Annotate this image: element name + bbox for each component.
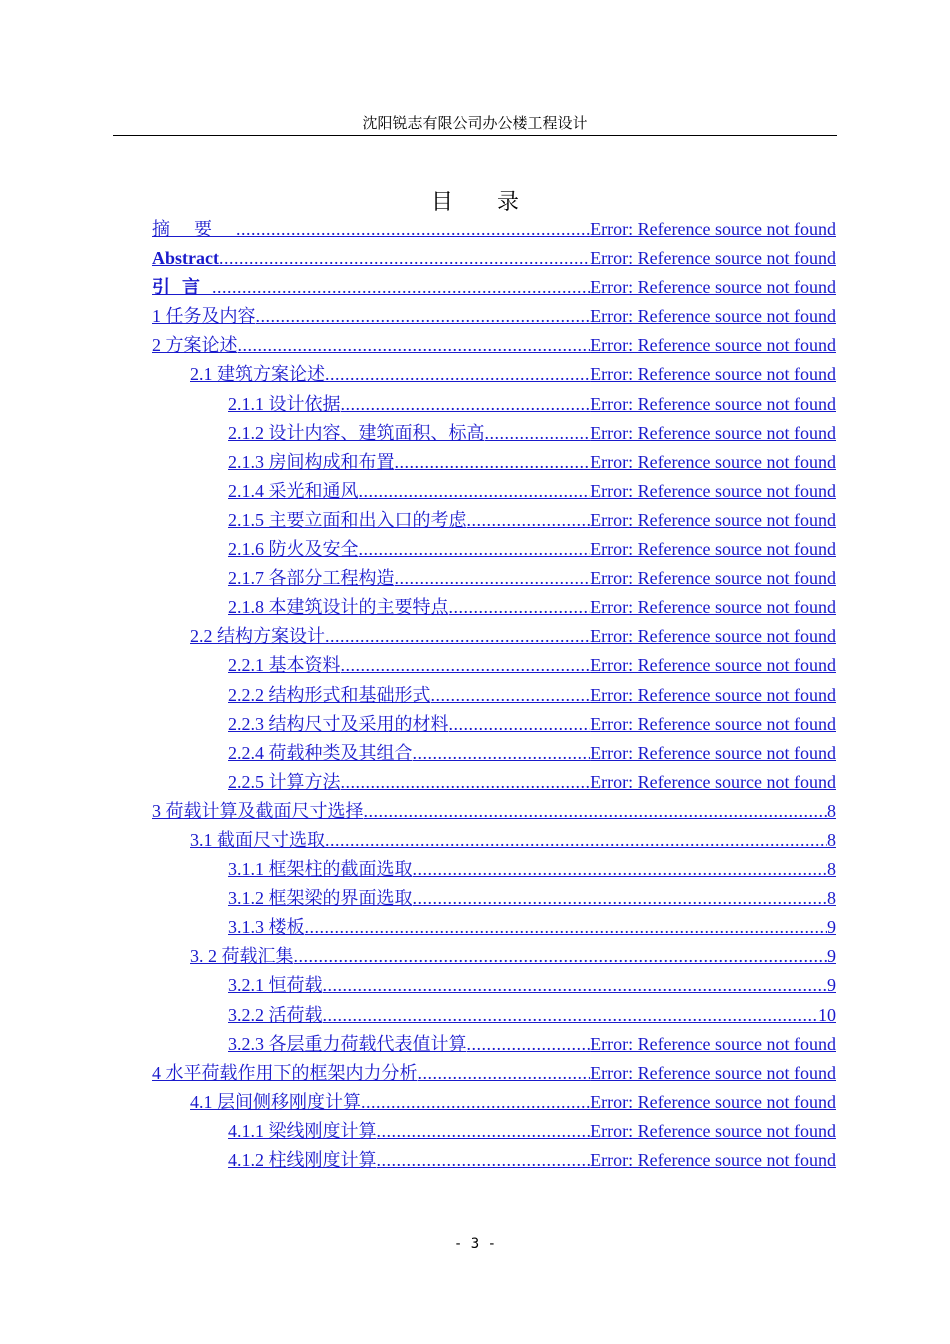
toc-entry-page: 9 bbox=[827, 975, 836, 996]
toc-entry-label: 2.1.1 设计依据 bbox=[228, 393, 341, 414]
toc-leader-dots bbox=[377, 1117, 591, 1146]
toc-leader-dots bbox=[395, 564, 591, 593]
toc-entry-label: 2.2.5 计算方法 bbox=[228, 771, 341, 792]
toc-leader-dots bbox=[359, 477, 591, 506]
toc-entry-label: 2.1.3 房间构成和布置 bbox=[228, 451, 395, 472]
toc-entry-page: Error: Reference source not found bbox=[590, 539, 836, 560]
toc-entry-label: 2.1.7 各部分工程构造 bbox=[228, 568, 395, 589]
toc-entry-page: Error: Reference source not found bbox=[590, 1150, 836, 1170]
toc-leader-dots bbox=[359, 535, 591, 564]
toc-entry[interactable] bbox=[152, 535, 836, 564]
toc-entry[interactable] bbox=[152, 331, 836, 360]
toc-entry-label: 2.2.3 结构尺寸及采用的材料 bbox=[228, 713, 449, 734]
toc-entry[interactable] bbox=[152, 273, 836, 302]
toc-entry[interactable] bbox=[152, 622, 836, 651]
toc-leader-dots bbox=[413, 739, 591, 768]
toc-entry-page: 8 bbox=[827, 888, 836, 909]
toc-entry[interactable] bbox=[152, 681, 836, 710]
toc-entry[interactable] bbox=[152, 477, 836, 506]
table-of-contents bbox=[152, 215, 836, 1175]
toc-entry-label: 2.1.6 防火及安全 bbox=[228, 539, 359, 560]
toc-leader-dots bbox=[323, 1001, 819, 1030]
toc-entry[interactable] bbox=[152, 1088, 836, 1117]
toc-entry-page: Error: Reference source not found bbox=[590, 335, 836, 356]
toc-entry-page: 9 bbox=[827, 917, 836, 938]
toc-entry-page: Error: Reference source not found bbox=[590, 219, 836, 239]
toc-title: 目录 bbox=[430, 189, 563, 214]
toc-leader-dots bbox=[361, 1088, 590, 1117]
page-number: - 3 - bbox=[453, 1236, 497, 1252]
header-title: 沈阳锐志有限公司办公楼工程设计 bbox=[362, 116, 588, 132]
toc-entry-label: 3.1.3 楼板 bbox=[228, 917, 305, 938]
toc-entry[interactable] bbox=[152, 390, 836, 419]
toc-leader-dots bbox=[325, 360, 590, 389]
toc-entry-page: 10 bbox=[818, 1004, 836, 1025]
toc-leader-dots bbox=[325, 826, 827, 855]
toc-entry-page: Error: Reference source not found bbox=[590, 509, 836, 530]
toc-leader-dots bbox=[449, 710, 591, 739]
toc-entry-page: Error: Reference source not found bbox=[590, 626, 836, 647]
toc-entry[interactable] bbox=[152, 739, 836, 768]
toc-leader-dots bbox=[418, 1059, 591, 1088]
toc-leader-dots bbox=[212, 273, 590, 302]
toc-entry[interactable] bbox=[152, 942, 836, 971]
toc-entry-page: Error: Reference source not found bbox=[590, 277, 836, 298]
toc-entry[interactable] bbox=[152, 651, 836, 680]
toc-entry[interactable] bbox=[152, 1030, 836, 1059]
toc-leader-dots bbox=[485, 419, 591, 448]
toc-entry-page: Error: Reference source not found bbox=[590, 306, 836, 327]
toc-leader-dots bbox=[219, 244, 590, 273]
toc-entry-label: 2.1 建筑方案论述 bbox=[190, 364, 325, 385]
toc-entry-label: 2 方案论述 bbox=[152, 335, 238, 356]
toc-entry-label: 2.2.2 结构形式和基础形式 bbox=[228, 684, 431, 705]
toc-leader-dots bbox=[341, 651, 591, 680]
toc-leader-dots bbox=[305, 913, 828, 942]
toc-leader-dots bbox=[341, 390, 591, 419]
toc-entry-label: 2.1.2 设计内容、建筑面积、标高 bbox=[228, 422, 485, 443]
toc-entry-label: 3.1.1 框架柱的截面选取 bbox=[228, 859, 413, 880]
toc-entry-label: 2.1.4 采光和通风 bbox=[228, 480, 359, 501]
toc-entry-page: 8 bbox=[827, 829, 836, 850]
toc-entry[interactable] bbox=[152, 913, 836, 942]
toc-entry-label: 引言 bbox=[152, 277, 212, 298]
toc-leader-dots bbox=[238, 331, 591, 360]
toc-leader-dots bbox=[323, 971, 828, 1000]
toc-entry-label: 4.1.2 柱线刚度计算 bbox=[228, 1150, 377, 1170]
toc-entry-page: Error: Reference source not found bbox=[590, 422, 836, 443]
toc-entry-page: Error: Reference source not found bbox=[590, 597, 836, 618]
toc-entry[interactable] bbox=[152, 564, 836, 593]
toc-entry[interactable] bbox=[152, 1146, 836, 1175]
toc-entry-label: 3. 2 荷载汇集 bbox=[190, 946, 294, 967]
toc-entry[interactable] bbox=[152, 884, 836, 913]
toc-entry-page: Error: Reference source not found bbox=[590, 248, 836, 269]
toc-leader-dots bbox=[449, 593, 591, 622]
toc-leader-dots bbox=[236, 215, 590, 244]
toc-entry[interactable] bbox=[152, 506, 836, 535]
toc-leader-dots bbox=[325, 622, 590, 651]
toc-entry[interactable] bbox=[152, 593, 836, 622]
toc-entry-label: 4.1 层间侧移刚度计算 bbox=[190, 1091, 361, 1112]
toc-entry-label: 3.2.1 恒荷载 bbox=[228, 975, 323, 996]
toc-entry[interactable] bbox=[152, 1059, 836, 1088]
toc-entry[interactable] bbox=[152, 797, 836, 826]
toc-entry-page: Error: Reference source not found bbox=[590, 1120, 836, 1141]
toc-entry-label: 3 荷载计算及截面尺寸选择 bbox=[152, 800, 364, 821]
toc-leader-dots bbox=[377, 1146, 591, 1175]
toc-leader-dots bbox=[467, 1030, 591, 1059]
toc-entry-page: Error: Reference source not found bbox=[590, 742, 836, 763]
toc-entry-label: 2.2.4 荷载种类及其组合 bbox=[228, 742, 413, 763]
toc-entry-label: 1 任务及内容 bbox=[152, 306, 256, 327]
toc-entry[interactable] bbox=[152, 768, 836, 797]
toc-entry-page: Error: Reference source not found bbox=[590, 1033, 836, 1054]
toc-entry-label: Abstract bbox=[152, 248, 219, 269]
toc-entry-label: 3.1 截面尺寸选取 bbox=[190, 829, 325, 850]
toc-entry-label: 2.2.1 基本资料 bbox=[228, 655, 341, 676]
toc-entry-page: Error: Reference source not found bbox=[590, 684, 836, 705]
toc-entry[interactable] bbox=[152, 710, 836, 739]
toc-leader-dots bbox=[413, 884, 828, 913]
toc-entry[interactable] bbox=[152, 419, 836, 448]
toc-leader-dots bbox=[364, 797, 828, 826]
toc-entry-page: 8 bbox=[827, 859, 836, 880]
toc-entry-page: Error: Reference source not found bbox=[590, 713, 836, 734]
toc-entry-page: Error: Reference source not found bbox=[590, 568, 836, 589]
toc-entry-label: 2.1.5 主要立面和出入口的考虑 bbox=[228, 509, 467, 530]
toc-entry-label: 3.1.2 框架梁的界面选取 bbox=[228, 888, 413, 909]
toc-leader-dots bbox=[467, 506, 591, 535]
toc-entry-page: Error: Reference source not found bbox=[590, 364, 836, 385]
toc-entry-page: Error: Reference source not found bbox=[590, 480, 836, 501]
toc-entry[interactable] bbox=[152, 826, 836, 855]
toc-entry-page: Error: Reference source not found bbox=[590, 393, 836, 414]
toc-entry[interactable] bbox=[152, 1117, 836, 1146]
toc-leader-dots bbox=[413, 855, 828, 884]
toc-leader-dots bbox=[431, 681, 591, 710]
toc-leader-dots bbox=[256, 302, 591, 331]
toc-entry[interactable] bbox=[152, 971, 836, 1000]
toc-leader-dots bbox=[341, 768, 591, 797]
toc-entry-page: Error: Reference source not found bbox=[590, 451, 836, 472]
toc-entry-label: 4.1.1 梁线刚度计算 bbox=[228, 1120, 377, 1141]
toc-entry-page: 9 bbox=[827, 946, 836, 967]
toc-entry[interactable] bbox=[152, 360, 836, 389]
toc-entry[interactable] bbox=[152, 244, 836, 273]
toc-entry[interactable] bbox=[152, 448, 836, 477]
toc-entry[interactable] bbox=[152, 855, 836, 884]
toc-entry-label: 2.2 结构方案设计 bbox=[190, 626, 325, 647]
toc-entry-page: Error: Reference source not found bbox=[590, 771, 836, 792]
toc-entry-page: 8 bbox=[827, 800, 836, 821]
toc-leader-dots bbox=[395, 448, 591, 477]
toc-leader-dots bbox=[294, 942, 828, 971]
toc-entry-label: 摘要 bbox=[152, 219, 236, 239]
toc-entry-label: 4 水平荷载作用下的框架内力分析 bbox=[152, 1062, 418, 1083]
toc-entry-label: 3.2.2 活荷载 bbox=[228, 1004, 323, 1025]
toc-entry-label: 3.2.3 各层重力荷载代表值计算 bbox=[228, 1033, 467, 1054]
toc-entry-label: 2.1.8 本建筑设计的主要特点 bbox=[228, 597, 449, 618]
toc-entry-page: Error: Reference source not found bbox=[590, 1091, 836, 1112]
toc-entry-page: Error: Reference source not found bbox=[590, 655, 836, 676]
toc-entry-page: Error: Reference source not found bbox=[590, 1062, 836, 1083]
toc-entry[interactable] bbox=[152, 302, 836, 331]
toc-entry[interactable] bbox=[152, 215, 836, 244]
toc-entry[interactable] bbox=[152, 1001, 836, 1030]
page-header bbox=[113, 115, 837, 136]
